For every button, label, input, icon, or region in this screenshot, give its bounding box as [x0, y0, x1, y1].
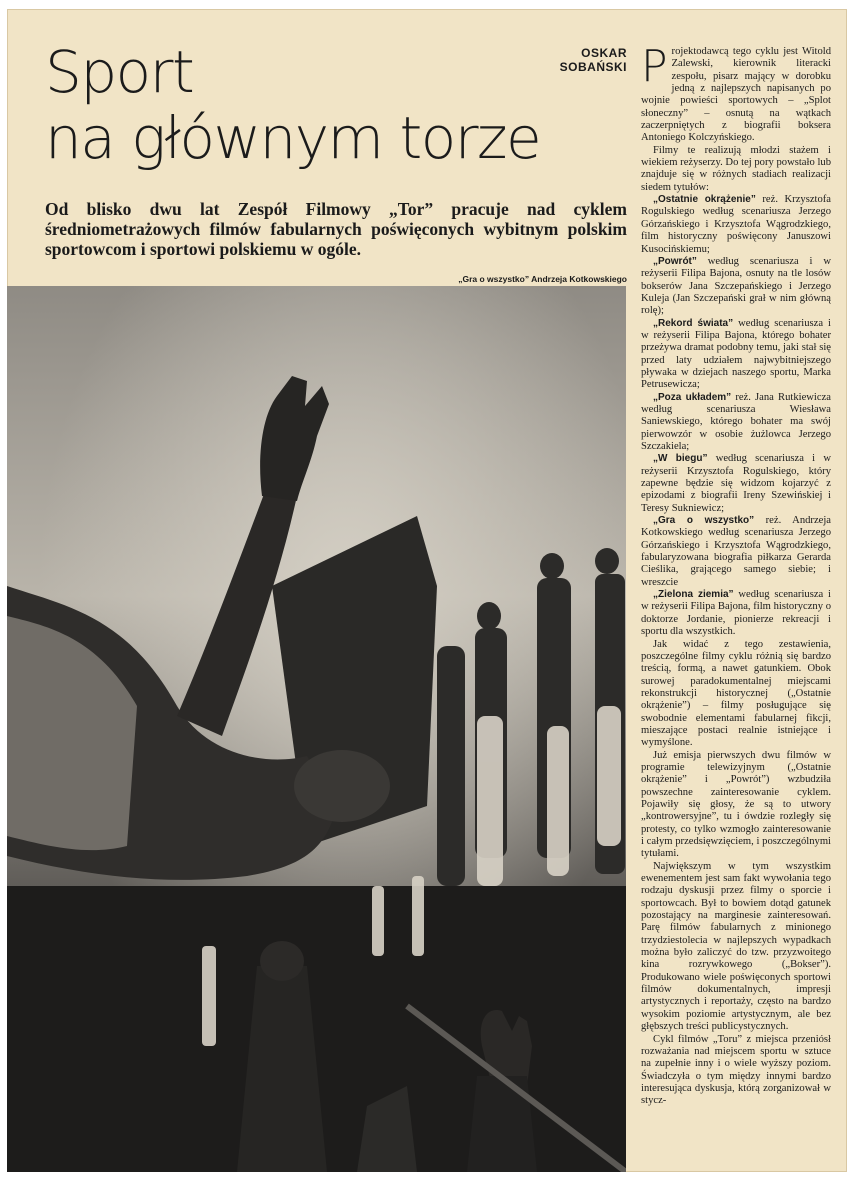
film-description: według scenariusza i w reżyserii Krzysztofa Rogulskiego, który zapewne będzie się widzom kojarzyć z epizodami z biografii Ireny Szewińskiej i Teresy Sukniewicz;: [641, 453, 831, 514]
film-title: „Rekord świata”: [653, 317, 734, 329]
film-description: według scenariusza i w reżyserii Filipa Bajona, osnuty na tle losów bokserów Jana Szczepańskiego i Jerzego Kuleja (Jan Szczepański grał w nim główną rolę);: [641, 255, 831, 317]
paragraph-6: Cykl filmów „Toru” z miejsca przeniósł rozważania nad miejscem sportu w sztuce na zupełnie inny i o wiele wyższy poziom. Świadczyła o tym między innymi bardzo interesująca dyskusja, którą zorganizował w stycz-: [641, 1033, 831, 1107]
film-title: „Zielona ziemia”: [653, 589, 734, 601]
article-lead: Od blisko dwu lat Zespół Filmowy „Tor” pracuje nad cyklem średniometrażowych filmów fabularnych poświęconych wybitnym polskim sportowcom i sportowi polskiemu w ogóle.: [45, 199, 627, 259]
film-list-item: [641, 256, 831, 318]
film-list-item: [641, 453, 831, 515]
film-list-item: [641, 392, 831, 454]
film-list-item: [641, 515, 831, 589]
film-description: reż. Jana Rutkiewicza według scenariusza Wiesława Saniewskiego, którego bohater ma swój pierwowzór w osobie żużlowca Jerzego Szczakiela;: [641, 391, 831, 452]
film-list: [641, 194, 831, 638]
drop-cap: P: [641, 46, 668, 92]
article-title: [45, 38, 541, 172]
body-column: [641, 46, 831, 1161]
film-title: „Ostatnie okrążenie”: [653, 194, 756, 206]
paragraph-1: rojektodawcą tego cyklu jest Witold Zalewski, kierownik literacki zespołu, pisarz mający w dorobku jedną z najlepszych napisanych po wojnie powieści sportowych – „Splot słoneczny” – osnutą na wątkach zaczerpniętych z biografii boksera Antoniego Kolczyńskiego.: [641, 46, 831, 144]
film-description: reż. Krzysztofa Rogulskiego według scenariusza Jerzego Górzańskiego i Krzysztofa Wągrodzkiego, film historyczny poświęcony Januszowi Kusocińskiemu;: [641, 194, 831, 255]
title-line-2: na głównym torze: [45, 104, 541, 172]
film-title: „Powrót”: [653, 255, 697, 267]
paragraph-2: Filmy te realizują młodzi stażem i wiekiem reżyserzy. Do tej pory powstało lub znajduje się w różnych stadiach realizacji siedem tytułów:: [641, 144, 831, 193]
author-last-name: SOBAŃSKI: [559, 60, 627, 74]
film-list-item: [641, 194, 831, 256]
paragraph-4: Już emisja pierwszych dwu filmów w programie telewizyjnym („Ostatnie okrążenie” i „Powrót”) wzbudziła powszechne zainteresowanie cyklem. Pojawiły się głosy, że są to utwory „kontrowersyjne”, tu i ówdzie rozległy się protesty, co tylko wzmogło zainteresowanie i całym przedsięwzięciem, i poszczególnymi tytułami.: [641, 749, 831, 860]
title-line-1: Sport: [45, 38, 194, 106]
author-byline: [555, 46, 627, 74]
film-title: „W biegu”: [653, 453, 708, 465]
author-first-name: OSKAR: [581, 46, 627, 60]
film-description: reż. Andrzeja Kotkowskiego według scenariusza Jerzego Górzańskiego i Krzysztofa Wągrodzkiego, fabularyzowana biografia piłkarza Gerarda Cieślika, grającego samego siebie; i wreszcie: [641, 515, 831, 588]
paragraph-3: Jak widać z tego zestawienia, poszczególne filmy cyklu różnią się bardzo treścią, formą, a nawet gatunkiem. Obok surowej paradokumentalnej miejscami rekonstrukcji historycznej („Ostatnie okrążenie”) – filmy posługujące się swobodnie elementami fabularnej fikcji, mieszające postaci realnie istniejące i wymyślone.: [641, 638, 831, 749]
film-list-item: [641, 589, 831, 638]
film-description: według scenariusza i w reżyserii Filipa Bajona, którego bohater przeżywa dramat podobny temu, jaki stał się przed laty udziałem najwybitniejszego pływaka w dziejach naszego sportu, Marka Petrusewicza;: [641, 317, 831, 391]
article-photo: [7, 286, 626, 1172]
film-title: „Poza układem”: [653, 391, 732, 403]
magazine-page: [7, 9, 847, 1172]
film-description: według scenariusza i w reżyserii Filipa Bajona, film historyczny o doktorze Jordanie, pionierze rekreacji i sportu dla wszystkich.: [641, 589, 831, 638]
film-title: „Gra o wszystko”: [653, 515, 755, 527]
film-list-item: [641, 318, 831, 392]
paragraph-5: Największym w tym wszystkim ewenementem jest sam fakt wywołania tego rodzaju dyskusji przez filmy o sporcie i sportowcach. Był to bowiem dotąd gatunek pozostający na marginesie zainteresowań. Parę filmów fabularnych z minionego trzydziestolecia w najlepszych wypadkach można było zaliczyć do tzw. przyzwoitego kina rozrywkowego („Bokser”). Produkowano wiele poświęconych sportowi filmów dokumentalnych, impresji artystycznych i reportaży, często na bardzo wysokim poziomie artystycznym, ale bez głębszych treści publicystycznych.: [641, 860, 831, 1033]
photo-illustration: [7, 286, 626, 1172]
photo-caption: „Gra o wszystko” Andrzeja Kotkowskiego: [458, 274, 627, 284]
